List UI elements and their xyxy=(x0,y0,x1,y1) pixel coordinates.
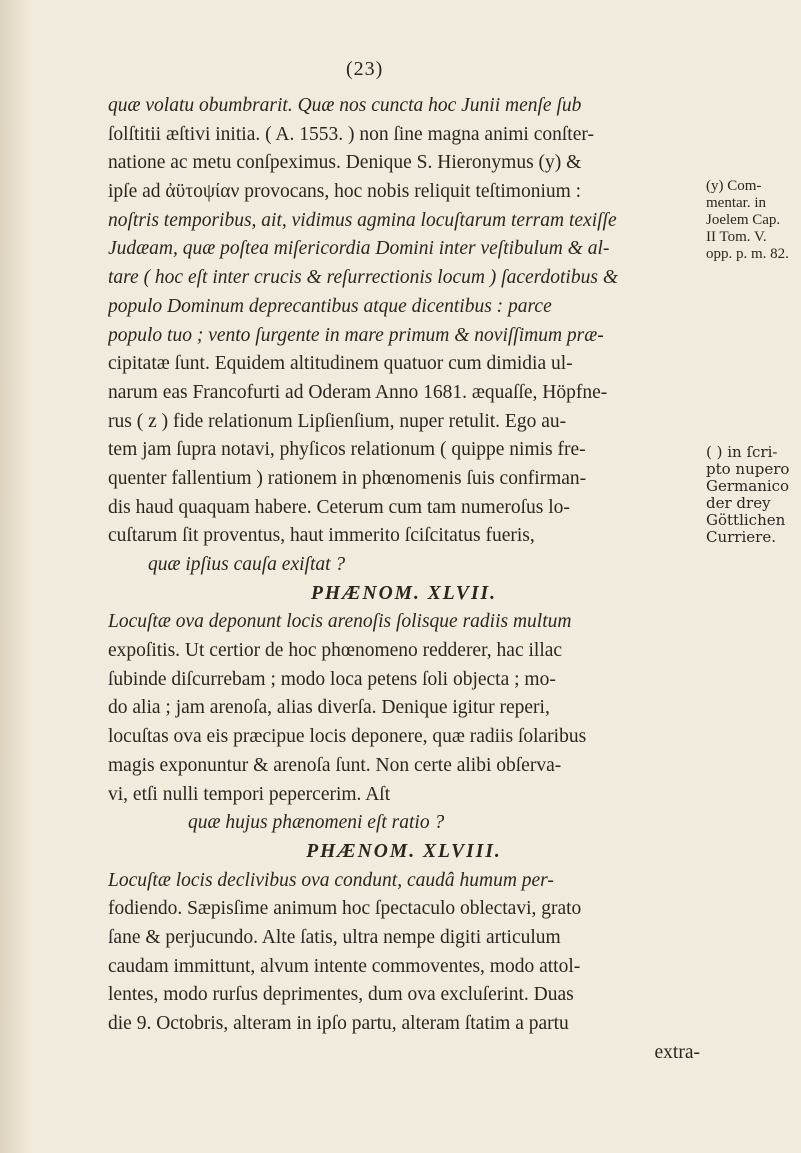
text-line: noſtris temporibus, ait, vidimus agmina locuſtarum terram texiſſe xyxy=(108,209,617,231)
text-line: cipitatæ ſunt. Equidem altitudinem quatuor cum dimidia ul- xyxy=(108,353,573,375)
margin-note-line: pto nupero xyxy=(706,461,790,478)
text-line: Locuſtæ ova deponunt locis arenoſis ſolisque radiis multum xyxy=(108,611,572,633)
text-line: dis haud quaquam habere. Ceterum cum tam numeroſus lo- xyxy=(108,496,570,518)
text-line: locuſtas ova eis præcipue locis deponere, quæ radiis ſolaribus xyxy=(108,726,587,748)
margin-note-line: II Tom. V. xyxy=(706,229,767,245)
text-line: caudam immittunt, alvum intente commoventes, modo attol- xyxy=(108,955,581,977)
section-heading: PHÆNOM. XLVIII. xyxy=(306,840,502,862)
text-line: tem jam ſupra notavi, phyſicos relationum ( quippe nimis fre- xyxy=(108,439,586,461)
margin-note-line: Germanico xyxy=(706,478,790,495)
text-line: die 9. Octobris, alteram in ipſo partu, alteram ſtatim a partu xyxy=(108,1013,569,1034)
text-line: Judæam, quæ poſtea miſericordia Domini inter veſtibulum & al- xyxy=(108,238,610,260)
text-line: ſolſtitii æſtivi initia. ( A. 1553. ) non ſine magna animi conſter- xyxy=(108,123,594,145)
text-line: vi, etſi nulli tempori pepercerim. Aſt xyxy=(108,783,391,805)
text-line: narum eas Francofurti ad Oderam Anno 1681. æquaſſe, Höpfne- xyxy=(108,381,608,403)
margin-note-line: ( ) in ſcri- xyxy=(706,444,778,461)
text-line: fodiendo. Sæpisſime animum hoc ſpectaculo oblectavi, grato xyxy=(108,898,582,920)
text-line: quæ hujus phænomeni eſt ratio ? xyxy=(188,812,445,834)
margin-note-z xyxy=(706,444,801,546)
text-line: quæ ipſius cauſa exiſtat ? xyxy=(148,554,346,575)
text-line: tare ( hoc eſt inter crucis & reſurrectionis locum ) ſacerdotibus & xyxy=(108,267,618,289)
margin-note-line: (y) Com- xyxy=(706,178,762,194)
text-line: natione ac metu conſpeximus. Denique S. Hieronymus (y) & xyxy=(108,152,582,174)
text-line: ipſe ad ἀϋτοψίαν provocans, hoc nobis reliquit teſtimonium : xyxy=(108,181,582,203)
text-line: do alia ; jam arenoſa, alias diverſa. Denique igitur reperi, xyxy=(108,697,550,719)
main-text xyxy=(108,92,700,1067)
text-line: ſubinde diſcurrebam ; modo loca petens ſoli objecta ; mo- xyxy=(108,668,556,690)
section-heading: PHÆNOM. XLVII. xyxy=(311,582,497,604)
text-line: ſane & perjucundo. Alte ſatis, ultra nempe digiti articulum xyxy=(108,926,561,948)
margin-note-line: Joelem Cap. xyxy=(706,212,781,228)
text-line: expoſitis. Ut certior de hoc phœnomeno redderer, hac illac xyxy=(108,640,563,662)
text-line: cuſtarum ſit proventus, haut immerito ſciſcitatus fueris, xyxy=(108,525,535,547)
margin-note-y xyxy=(706,178,801,263)
text-line: Locuſtæ locis declivibus ova condunt, caudâ humum per- xyxy=(108,869,554,891)
text-line: populo tuo ; vento ſurgente in mare primum & noviſſimum præ- xyxy=(108,324,604,346)
text-line: quenter fallentium ) rationem in phœnomenis ſuis confirman- xyxy=(108,467,587,489)
margin-note-line: mentar. in xyxy=(706,195,766,211)
text-line: magis exponuntur & arenoſa ſunt. Non certe alibi obſerva- xyxy=(108,754,562,776)
page-number: (23) xyxy=(346,58,384,80)
text-line: lentes, modo rurſus deprimentes, dum ova excluſerint. Duas xyxy=(108,984,574,1006)
margin-note-line: Göttlichen xyxy=(706,512,786,529)
text-line: quæ volatu obumbrarit. Quæ nos cuncta hoc Junii menſe ſub xyxy=(108,95,582,116)
text-line: rus ( z ) fide relationum Lipſienſium, nuper retulit. Ego au- xyxy=(108,410,567,432)
margin-note-line: Curriere. xyxy=(706,529,776,546)
margin-note-line: der drey xyxy=(706,495,771,512)
text-line: populo Dominum deprecantibus atque dicentibus : parce xyxy=(108,295,552,317)
binding-shadow xyxy=(0,0,30,1153)
catchword: extra- xyxy=(654,1041,700,1063)
margin-note-line: opp. p. m. 82. xyxy=(706,246,789,262)
